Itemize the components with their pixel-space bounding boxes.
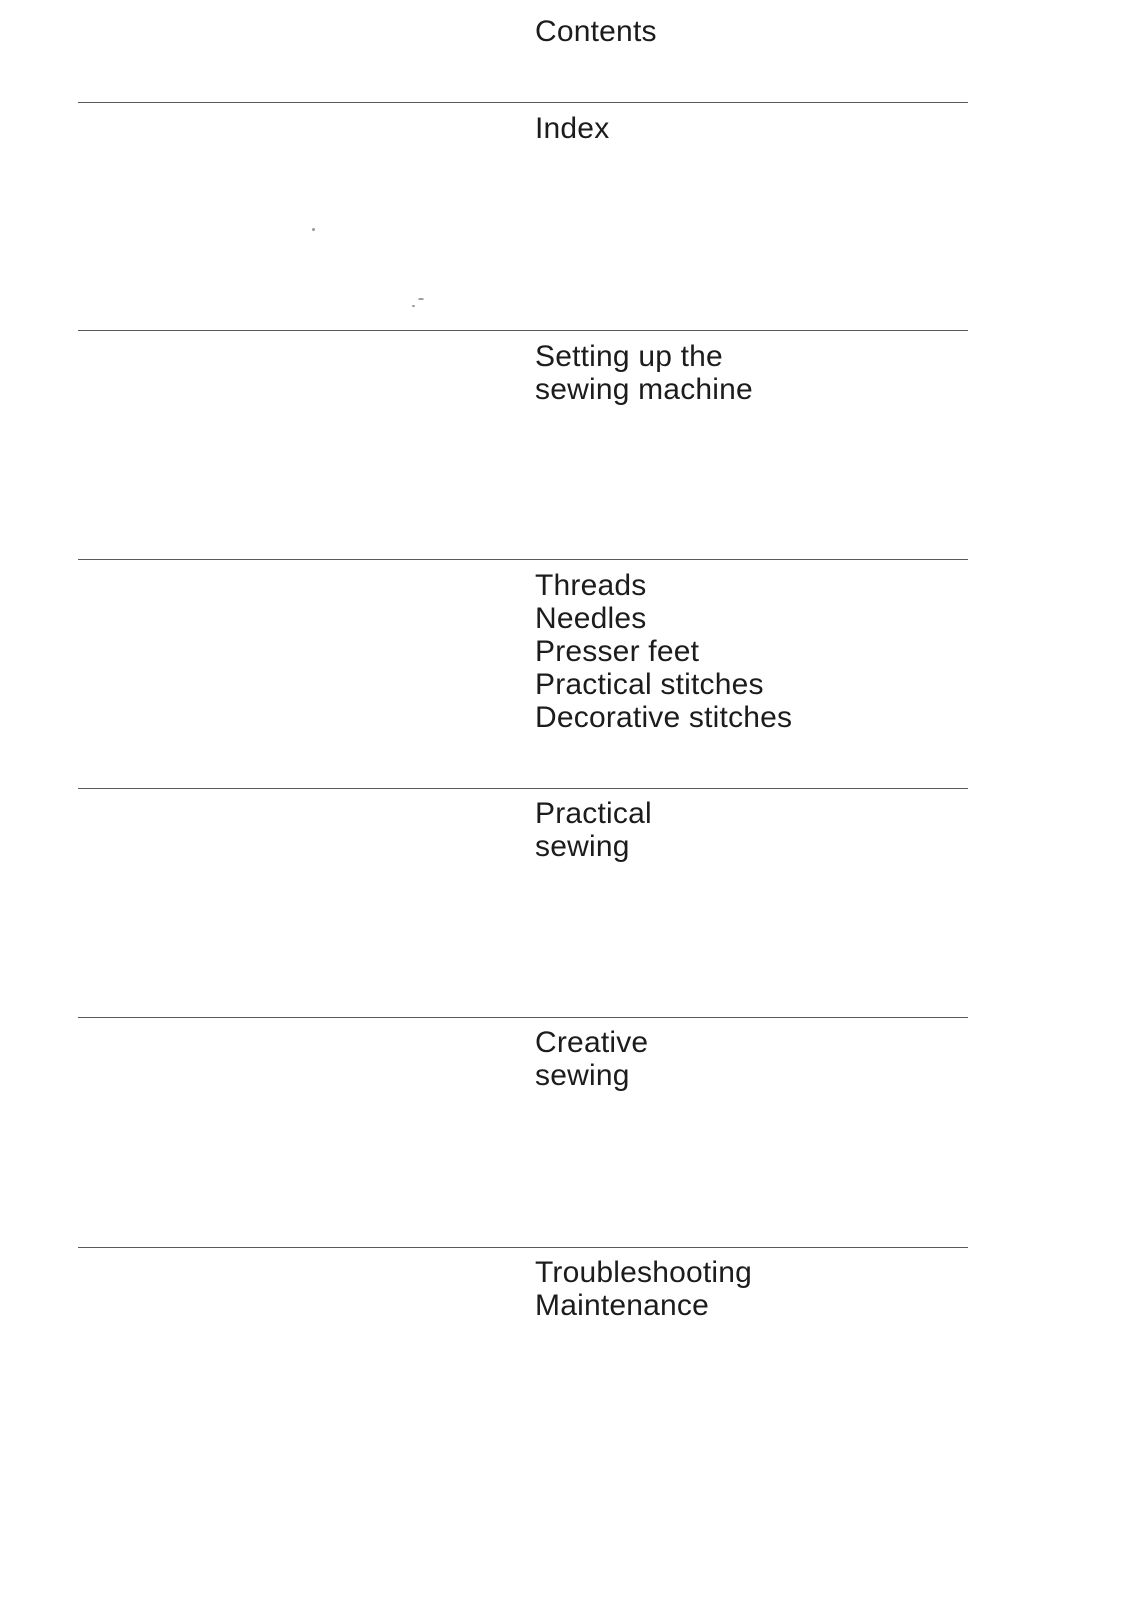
section-heading-line: Setting up the <box>535 340 723 373</box>
section-heading-line: sewing <box>535 1059 630 1092</box>
divider-rule <box>78 1247 968 1248</box>
divider-rule <box>78 559 968 560</box>
section-heading-line: Practical <box>535 797 652 830</box>
divider-rule <box>78 330 968 331</box>
section-heading-index: Index <box>535 112 610 145</box>
section-heading-line: sewing <box>535 830 630 863</box>
section-heading-line: Practical stitches <box>535 668 764 701</box>
divider-rule <box>78 1017 968 1018</box>
divider-rule <box>78 102 968 103</box>
section-contents <box>535 15 955 48</box>
divider-rule <box>78 788 968 789</box>
section-heading-line: Creative <box>535 1026 649 1059</box>
section-creative-sewing <box>535 1026 955 1092</box>
section-heading-line: Troubleshooting <box>535 1256 753 1289</box>
section-heading-line: sewing machine <box>535 373 753 406</box>
scan-speck <box>312 228 315 231</box>
section-index <box>535 112 955 145</box>
section-practical-sewing <box>535 797 955 863</box>
section-heading-line: Presser feet <box>535 635 700 668</box>
section-heading-line: Maintenance <box>535 1289 709 1322</box>
section-setting-up <box>535 340 955 406</box>
section-threads-needles <box>535 569 955 734</box>
section-heading-line: Decorative stitches <box>535 701 793 734</box>
section-heading-line: Needles <box>535 602 647 635</box>
section-heading-line: Threads <box>535 569 647 602</box>
scan-speck <box>418 298 424 300</box>
section-troubleshooting <box>535 1256 955 1322</box>
scan-speck <box>412 305 415 307</box>
section-heading-contents: Contents <box>535 15 657 48</box>
